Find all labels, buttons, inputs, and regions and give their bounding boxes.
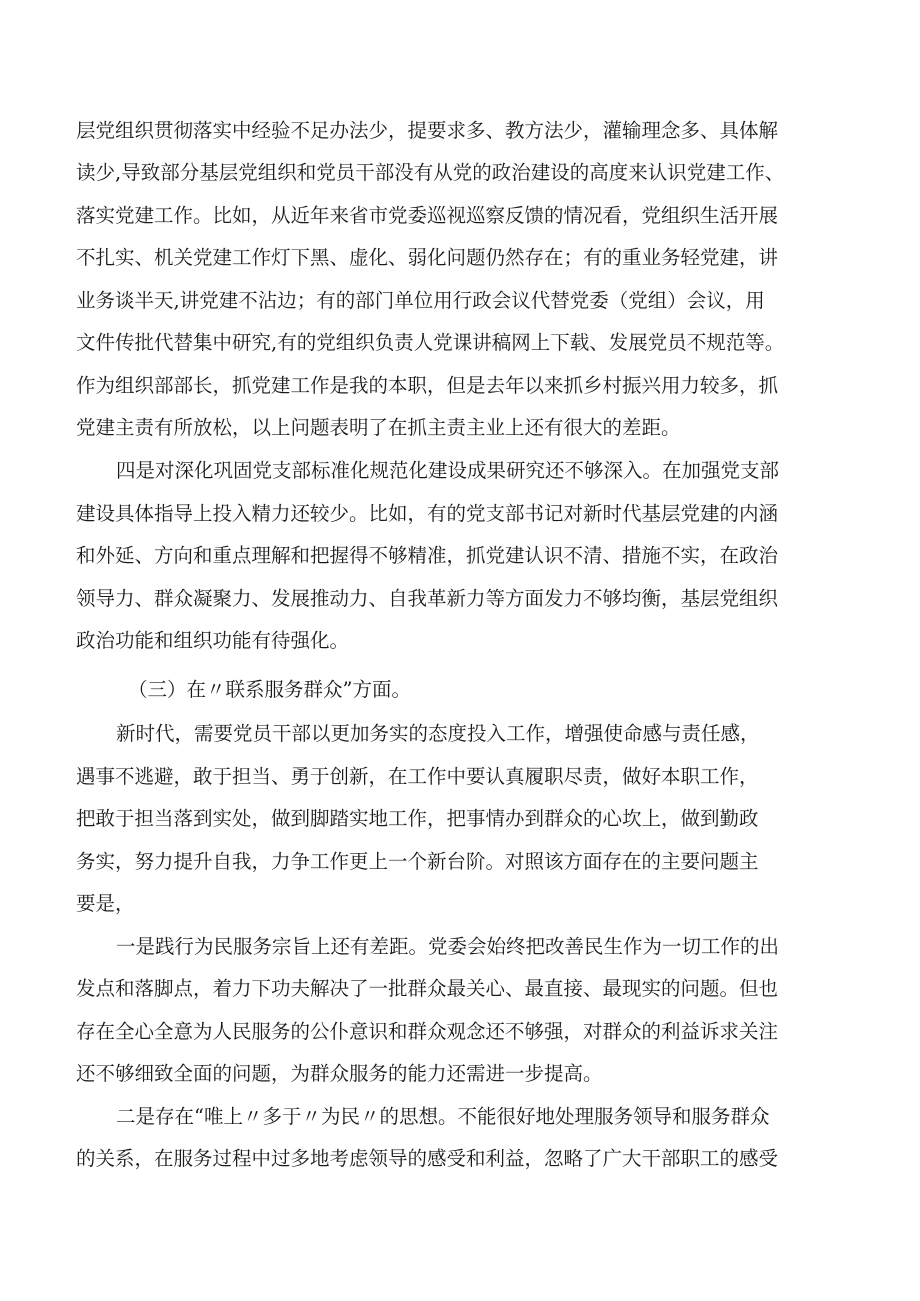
text-line: 要是，: [76, 892, 135, 915]
section-heading-text: （三）在〃联系服务群众”方面。: [128, 678, 411, 701]
text-line: 四是对深化巩固党支部标准化规范化建设成果研究还不够深入。在加强党支部: [116, 459, 780, 482]
text-line: 不扎实、机关党建工作灯下黑、虚化、弱化问题仍然存在；有的重业务轻党建，讲: [76, 246, 779, 269]
text-line: 领导力、群众凝聚力、发展推动力、自我革新力等方面发力不够均衡，基层党组织: [76, 587, 779, 610]
text-line: 二是存在“唯上〃多于〃为民〃的思想。不能很好地处理服务领导和服务群众: [116, 1105, 770, 1128]
text-line: 文件传批代替集中研究,有的党组织负责人党课讲稿网上下载、发展党员不规范等。: [76, 331, 785, 354]
text-line: 遇事不逃避，敢于担当、勇于创新，在工作中要认真履职尽责，做好本职工作，: [76, 765, 759, 788]
text-line: 把敢于担当落到实处，做到脚踏实地工作，把事情办到群众的心坎上，做到勤政: [76, 807, 759, 830]
text-line: 作为组织部部长，抓党建工作是我的本职，但是去年以来抓乡村振兴用力较多，抓: [76, 374, 779, 397]
text-line: 落实党建工作。比如，从近年来省市党委巡视巡察反馈的情况看，党组织生活开展: [76, 204, 779, 227]
text-line: 新时代，需要党员干部以更加务实的态度投入工作，增强使命感与责任感，: [116, 722, 760, 745]
text-line: 一是践行为民服务宗旨上还有差距。党委会始终把改善民生作为一切工作的出: [116, 935, 780, 958]
text-line: 读少,导致部分基层党组织和党员干部没有从党的政治建设的高度来认识党建工作、: [76, 161, 785, 184]
text-line: 还不够细致全面的问题，为群众服务的能力还需进一步提高。: [76, 1062, 603, 1085]
text-line: 党建主责有所放松，以上问题表明了在抓主责主业上还有很大的差距。: [76, 416, 681, 439]
text-line: 的关系，在服务过程中过多地考虑领导的感受和利益，忽略了广大干部职工的感受: [76, 1147, 779, 1170]
text-line: 建设具体指导上投入精力还较少。比如，有的党支部书记对新时代基层党建的内涵: [76, 502, 779, 525]
text-line: 务实，努力提升自我，力争工作更上一个新台阶。对照该方面存在的主要问题主: [76, 850, 759, 873]
text-line: 和外延、方向和重点理解和把握得不够精准，抓党建认识不清、措施不实，在政治: [76, 544, 779, 567]
text-line: 政治功能和组织功能有待强化。: [76, 629, 350, 652]
text-line: 层党组织贯彻落实中经验不足办法少，提要求多、教方法少，灌输理念多、具体解: [76, 119, 779, 142]
text-line: 业务谈半天,讲党建不沾边；有的部门单位用行政会议代替党委（党组）会议，用: [76, 289, 765, 312]
text-line: 存在全心全意为人民服务的公仆意识和群众观念还不够强，对群众的利益诉求关注: [76, 1020, 779, 1043]
text-line: 发点和落脚点，着力下功夫解决了一批群众最关心、最直接、最现实的问题。但也: [76, 977, 779, 1000]
